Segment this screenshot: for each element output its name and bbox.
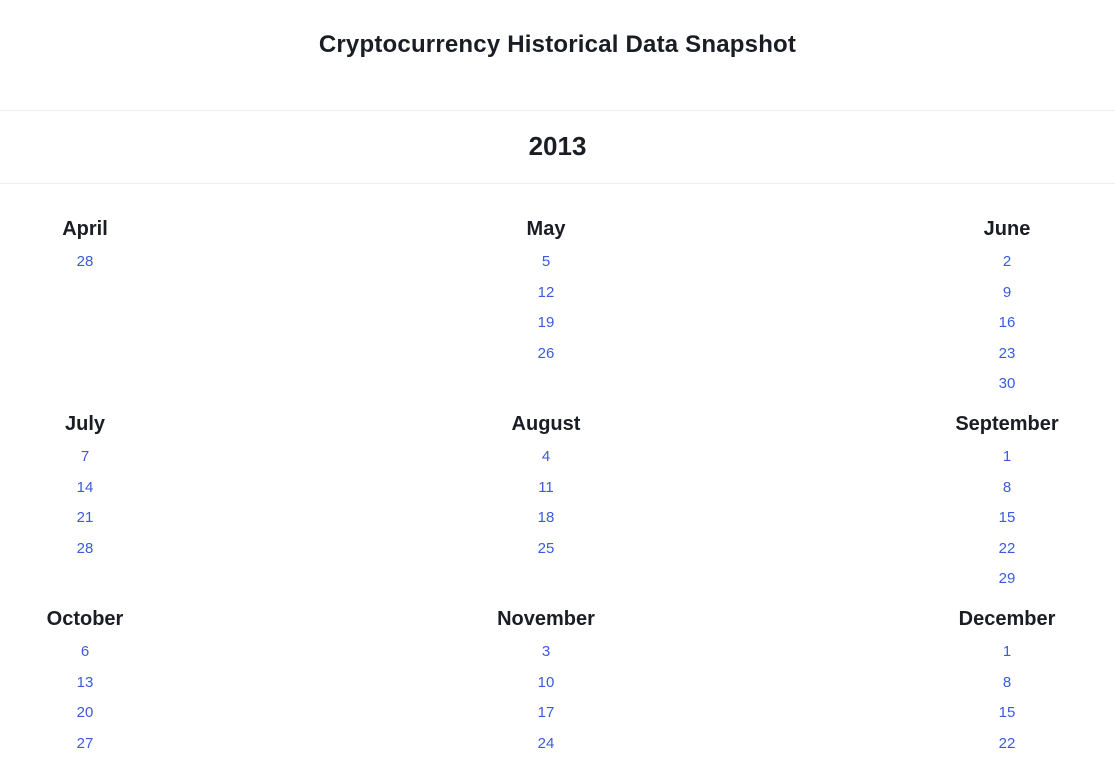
day-item bbox=[0, 473, 185, 504]
month-heading: May bbox=[526, 218, 566, 240]
day-item bbox=[907, 503, 1107, 534]
snapshot-date-link[interactable]: 10 bbox=[537, 673, 555, 691]
month-block-june bbox=[907, 213, 1107, 400]
snapshot-date-link[interactable]: 16 bbox=[998, 314, 1016, 332]
snapshot-date-link[interactable]: 12 bbox=[537, 283, 555, 301]
snapshot-date-link[interactable]: 26 bbox=[537, 344, 555, 362]
snapshot-date-link[interactable]: 22 bbox=[998, 734, 1016, 752]
snapshot-date-link[interactable]: 25 bbox=[537, 539, 555, 557]
snapshot-date-link[interactable]: 8 bbox=[1002, 673, 1012, 691]
snapshot-date-link[interactable]: 27 bbox=[76, 734, 94, 752]
day-item bbox=[446, 473, 646, 504]
month-heading: November bbox=[497, 608, 595, 630]
month-block-december bbox=[907, 603, 1107, 759]
day-list bbox=[907, 247, 1107, 400]
month-block-august bbox=[446, 408, 646, 564]
day-item bbox=[0, 637, 185, 668]
day-list bbox=[907, 637, 1107, 759]
day-item bbox=[446, 668, 646, 699]
page-title: Cryptocurrency Historical Data Snapshot bbox=[318, 31, 797, 58]
snapshot-date-link[interactable]: 29 bbox=[998, 570, 1016, 588]
snapshot-date-link[interactable]: 28 bbox=[76, 539, 94, 557]
day-item bbox=[907, 637, 1107, 668]
snapshot-date-link[interactable]: 11 bbox=[538, 478, 554, 496]
snapshot-date-link[interactable]: 15 bbox=[998, 704, 1016, 722]
month-block-november bbox=[446, 603, 646, 759]
snapshot-date-link[interactable]: 6 bbox=[80, 643, 90, 660]
day-item bbox=[0, 442, 185, 473]
snapshot-date-link[interactable]: 24 bbox=[537, 734, 555, 752]
snapshot-date-link[interactable]: 13 bbox=[76, 673, 94, 691]
snapshot-date-link[interactable]: 1 bbox=[1002, 643, 1012, 660]
day-item bbox=[907, 308, 1107, 339]
month-block-october bbox=[0, 603, 185, 759]
snapshot-date-link[interactable]: 2 bbox=[1002, 253, 1012, 270]
month-block-september bbox=[907, 408, 1107, 595]
day-item bbox=[0, 668, 185, 699]
day-item bbox=[446, 637, 646, 668]
day-list bbox=[907, 442, 1107, 595]
snapshot-date-link[interactable]: 17 bbox=[537, 704, 555, 722]
day-item bbox=[907, 369, 1107, 400]
snapshot-date-link[interactable]: 19 bbox=[537, 314, 555, 332]
snapshot-date-link[interactable]: 18 bbox=[537, 509, 555, 527]
day-item bbox=[446, 308, 646, 339]
month-heading: April bbox=[62, 218, 108, 240]
day-item bbox=[907, 247, 1107, 278]
snapshot-date-link[interactable]: 23 bbox=[998, 344, 1016, 362]
snapshot-date-link[interactable]: 4 bbox=[541, 448, 551, 465]
snapshot-date-link[interactable]: 15 bbox=[998, 509, 1016, 527]
day-item bbox=[446, 247, 646, 278]
day-list bbox=[446, 637, 646, 759]
snapshot-date-link[interactable]: 5 bbox=[541, 253, 551, 270]
day-item bbox=[446, 698, 646, 729]
day-item bbox=[446, 534, 646, 565]
day-list bbox=[0, 247, 185, 278]
day-item bbox=[0, 503, 185, 534]
day-item bbox=[0, 534, 185, 565]
day-list bbox=[0, 637, 185, 759]
day-list bbox=[446, 442, 646, 564]
day-item bbox=[907, 729, 1107, 760]
snapshot-date-link[interactable]: 3 bbox=[541, 643, 551, 660]
page-header bbox=[0, 0, 1115, 111]
day-item bbox=[0, 698, 185, 729]
month-heading: June bbox=[983, 218, 1031, 240]
day-item bbox=[446, 278, 646, 309]
snapshot-date-link[interactable]: 28 bbox=[76, 253, 94, 270]
snapshot-date-link[interactable]: 8 bbox=[1002, 478, 1012, 496]
snapshot-date-link[interactable]: 30 bbox=[998, 375, 1016, 393]
snapshot-date-link[interactable]: 14 bbox=[76, 478, 94, 496]
snapshot-date-link[interactable]: 1 bbox=[1002, 448, 1012, 465]
day-item bbox=[907, 564, 1107, 595]
month-heading: July bbox=[64, 413, 106, 435]
snapshot-date-link[interactable]: 7 bbox=[80, 448, 90, 465]
year-heading: 2013 bbox=[528, 131, 587, 161]
day-list bbox=[446, 247, 646, 369]
day-item bbox=[0, 729, 185, 760]
day-item bbox=[446, 442, 646, 473]
day-item bbox=[446, 503, 646, 534]
month-heading: October bbox=[46, 608, 124, 630]
day-list bbox=[0, 442, 185, 564]
snapshot-date-link[interactable]: 21 bbox=[76, 509, 94, 527]
snapshot-date-link[interactable]: 9 bbox=[1002, 283, 1012, 301]
snapshot-date-link[interactable]: 22 bbox=[998, 539, 1016, 557]
day-item bbox=[907, 473, 1107, 504]
month-heading: December bbox=[958, 608, 1056, 630]
month-block-may bbox=[446, 213, 646, 369]
day-item bbox=[907, 278, 1107, 309]
day-item bbox=[446, 339, 646, 370]
day-item bbox=[907, 442, 1107, 473]
month-heading: August bbox=[511, 413, 581, 435]
day-item bbox=[446, 729, 646, 760]
day-item bbox=[907, 339, 1107, 370]
year-section-header bbox=[0, 111, 1115, 184]
day-item bbox=[907, 534, 1107, 565]
day-item bbox=[907, 668, 1107, 699]
month-block-july bbox=[0, 408, 185, 564]
day-item bbox=[0, 247, 185, 278]
month-block-april bbox=[0, 213, 185, 278]
snapshot-date-link[interactable]: 20 bbox=[76, 704, 94, 722]
month-heading: September bbox=[955, 413, 1059, 435]
day-item bbox=[907, 698, 1107, 729]
